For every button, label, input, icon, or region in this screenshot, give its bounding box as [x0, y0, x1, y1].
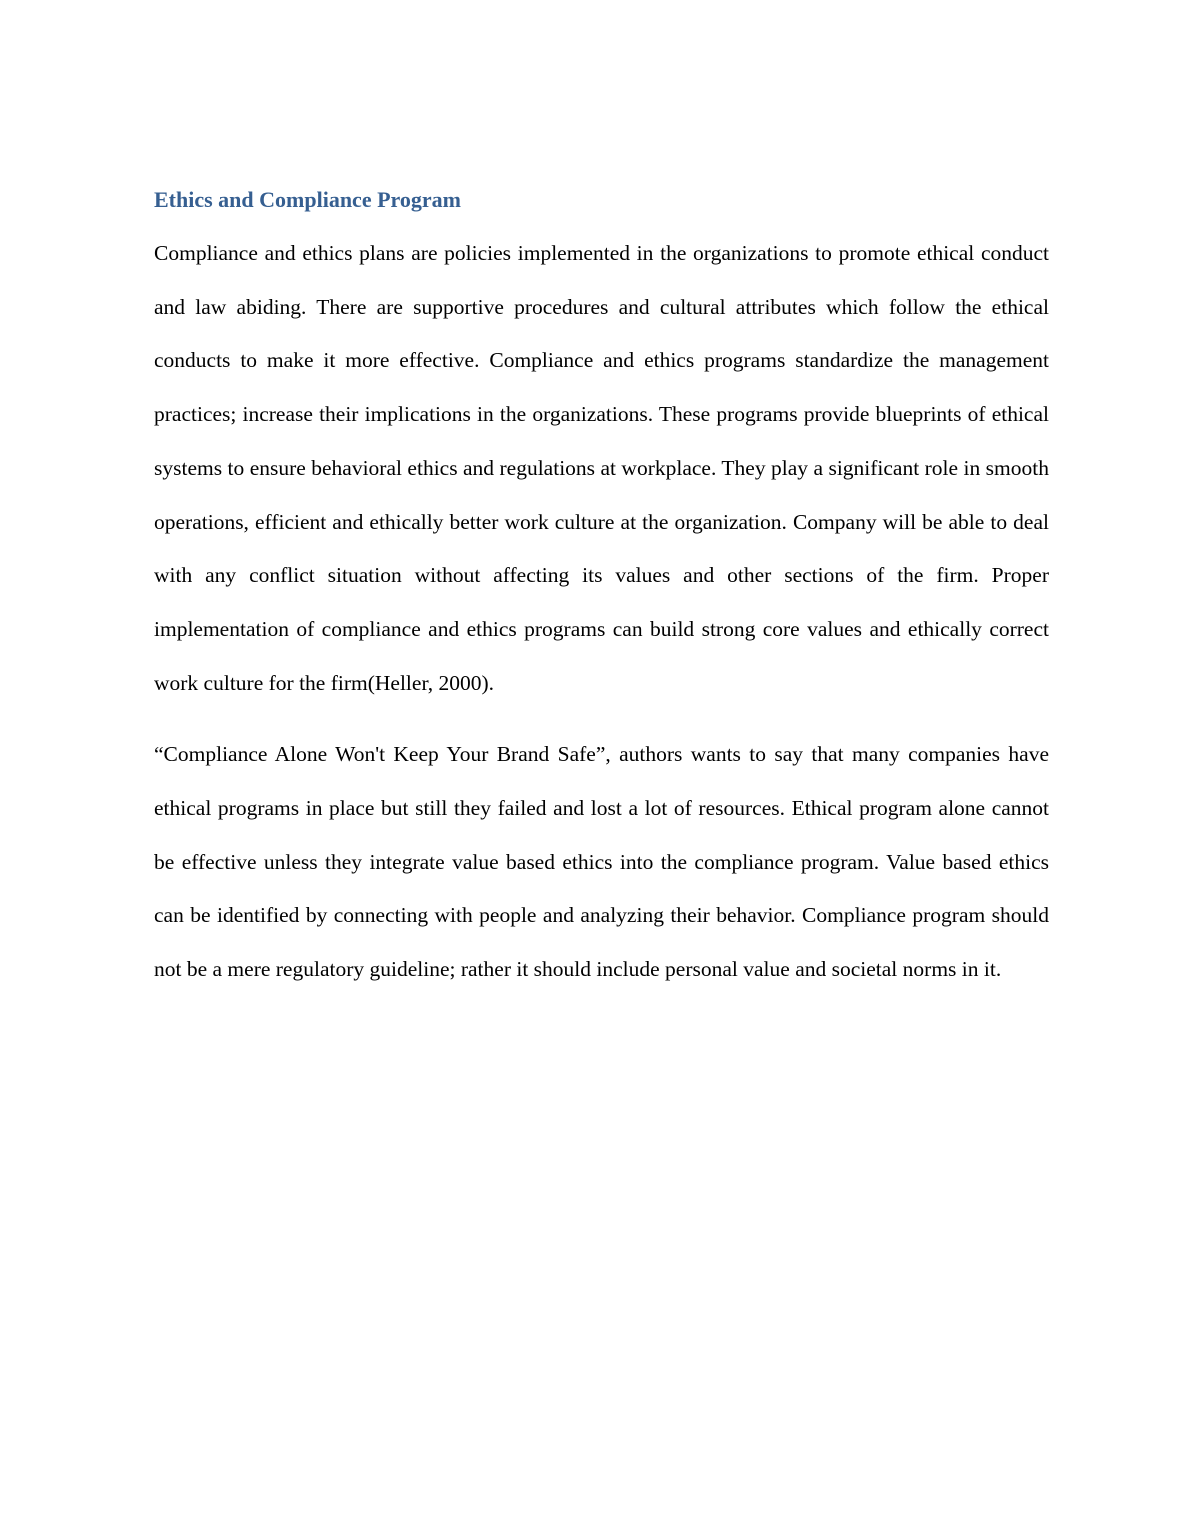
section-heading: Ethics and Compliance Program [154, 187, 461, 212]
document-body [154, 182, 1049, 997]
body-paragraph-2: “Compliance Alone Won't Keep Your Brand Safe”, authors wants to say that many companies have ethical programs in place but still they failed and lost a lot of resources. Ethical program alone cannot be effective unless they integrate value based ethics into the compliance program. Value based ethics can be identified by connecting with people and analyzing their behavior. Compliance program should not be a mere regulatory guideline; rather it should include personal value and societal norms in it. [154, 742, 1049, 982]
body-paragraph-1: Compliance and ethics plans are policies implemented in the organizations to promote ethical conduct and law abiding. There are supportive procedures and cultural attributes which follow the ethical conducts to make it more effective. Compliance and ethics programs standardize the management practices; increase their implications in the organizations. These programs provide blueprints of ethical systems to ensure behavioral ethics and regulations at workplace. They play a significant role in smooth operations, efficient and ethically better work culture at the organization. Company will be able to deal with any conflict situation without affecting its values and other sections of the firm. Proper implementation of compliance and ethics programs can build strong core values and ethically correct work culture for the firm(Heller, 2000). [154, 241, 1049, 695]
